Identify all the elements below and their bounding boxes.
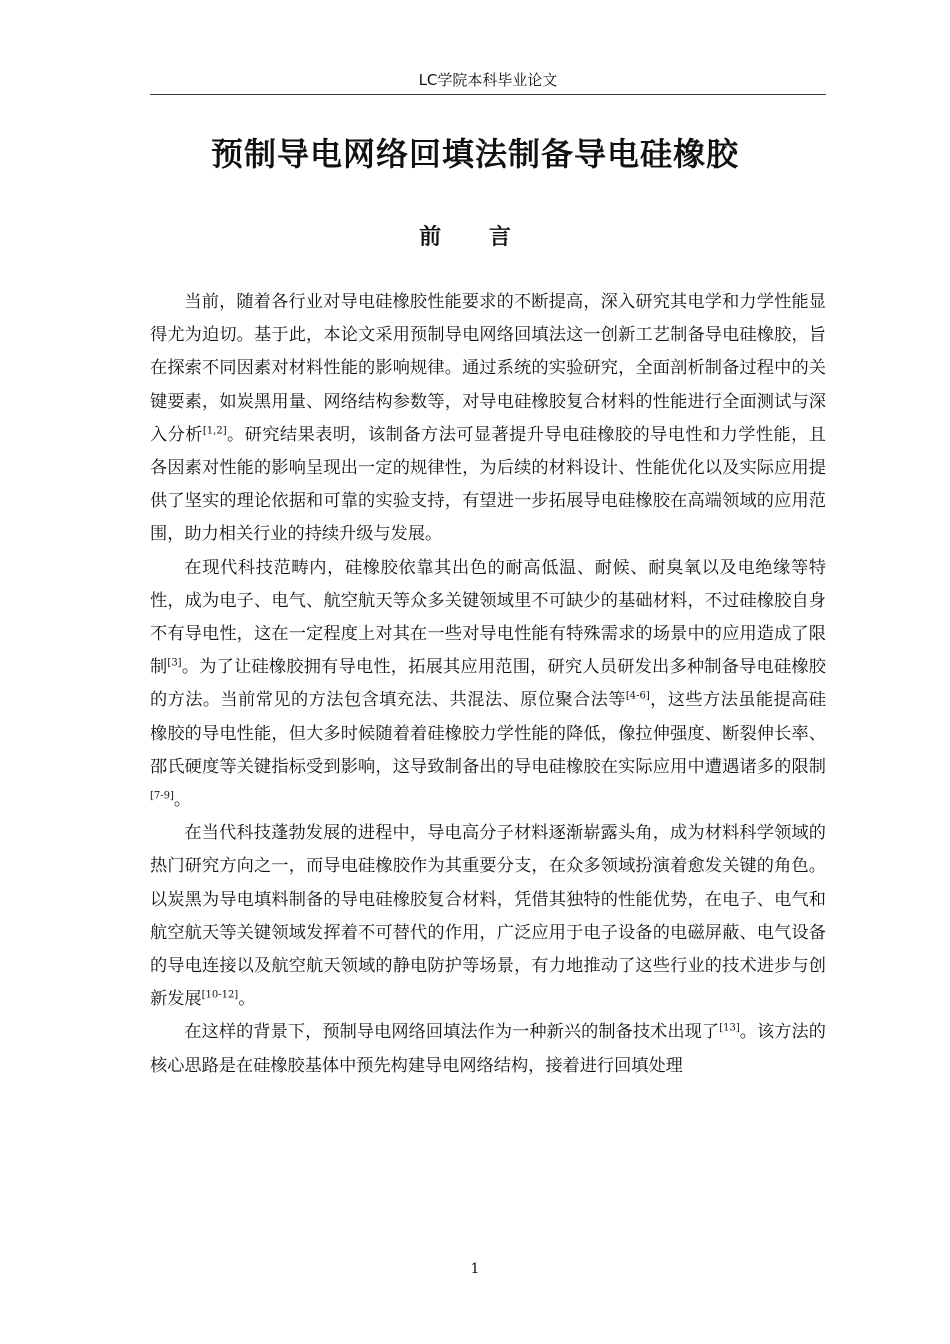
paragraph-2: [150, 552, 826, 818]
citation: [4-6]: [625, 690, 650, 702]
paragraph-4-text-b: 。该方法的核心思路是在硅橡胶基体中预先构建导电网络结构，接着进行回填处理: [150, 1022, 826, 1076]
citation: [3]: [167, 657, 182, 669]
paragraph-3: [150, 817, 826, 1016]
citation: [1,2]: [202, 425, 227, 437]
paragraph-2-text-b: 。为了让硅橡胶拥有导电性，拓展其应用范围，研究人员研发出多种制备导电硅橡胶的方法。当前常见的方法包含填充法、共混法、原位聚合法等: [150, 657, 826, 711]
citation: [7-9]: [150, 790, 174, 802]
paragraph-3-text-b: 。: [238, 989, 256, 1010]
paragraph-1-text-b: 。研究结果表明，该制备方法可显著提升导电硅橡胶的导电性和力学性能，且各因素对性能的影响呈现出一定的规律性，为后续的材料设计、性能优化以及实际应用提供了坚实的理论依据和可靠的实验支持，有望进一步拓展导电硅橡胶在高端领域的应用范围，助力相关行业的持续升级与发展。: [150, 424, 826, 545]
header-text: LC学院本科毕业论文: [418, 71, 558, 89]
citation: [10-12]: [201, 989, 239, 1001]
paper-title: 预制导电网络回填法制备导电硅橡胶: [210, 135, 739, 173]
paragraph-1-text-a: 当前，随着各行业对导电硅橡胶性能要求的不断提高，深入研究其电学和力学性能显得尤为迫切。基于此，本论文采用预制导电网络回填法这一创新工艺制备导电硅橡胶，旨在探索不同因素对材料性能的影响规律。通过系统的实验研究，全面剖析制备过程中的关键要素，如炭黑用量、网络结构参数等，对导电硅橡胶复合材料的性能进行全面测试与深入分析: [150, 292, 826, 445]
paragraph-2-text-d: 。: [173, 790, 192, 811]
paragraph-4: [150, 1016, 826, 1082]
paragraph-4-text-a: 在这样的背景下，预制导电网络回填法作为一种新兴的制备技术出现了: [184, 1022, 720, 1043]
section-heading: 前 言: [419, 225, 531, 250]
citation: [13]: [719, 1022, 740, 1034]
body-text: [150, 286, 826, 1083]
paragraph-2-text-a: 在现代科技范畴内，硅橡胶依靠其出色的耐高低温、耐候、耐臭氧以及电绝缘等特性，成为电子、电气、航空航天等众多关键领域里不可缺少的基础材料，不过硅橡胶自身不有导电性，这在一定程度上对其在一些对导电性能有特殊需求的场景中的应用造成了限制: [150, 557, 826, 678]
paragraph-1: [150, 286, 826, 552]
page-number: 1: [470, 1261, 480, 1277]
paragraph-3-text-a: 在当代科技蓬勃发展的进程中，导电高分子材料逐渐崭露头角，成为材料科学领域的热门研究方向之一，而导电硅橡胶作为其重要分支，在众多领域扮演着愈发关键的角色。以炭黑为导电填料制备的导电硅橡胶复合材料，凭借其独特的性能优势，在电子、电气和航空航天等关键领域发挥着不可替代的作用，广泛应用于电子设备的电磁屏蔽、电气设备的导电连接以及航空航天领域的静电防护等场景，有力地推动了这些行业的技术进步与创新发展: [150, 823, 826, 1010]
running-header: [150, 66, 826, 95]
paragraph-2-text-c: ，这些方法虽能提高硅橡胶的导电性能，但大多时候随着着硅橡胶力学性能的降低，像拉伸强度、断裂伸长率、邵氏硬度等关键指标受到影响，这导致制备出的导电硅橡胶在实际应用中遭遇诸多的限制: [150, 690, 826, 777]
